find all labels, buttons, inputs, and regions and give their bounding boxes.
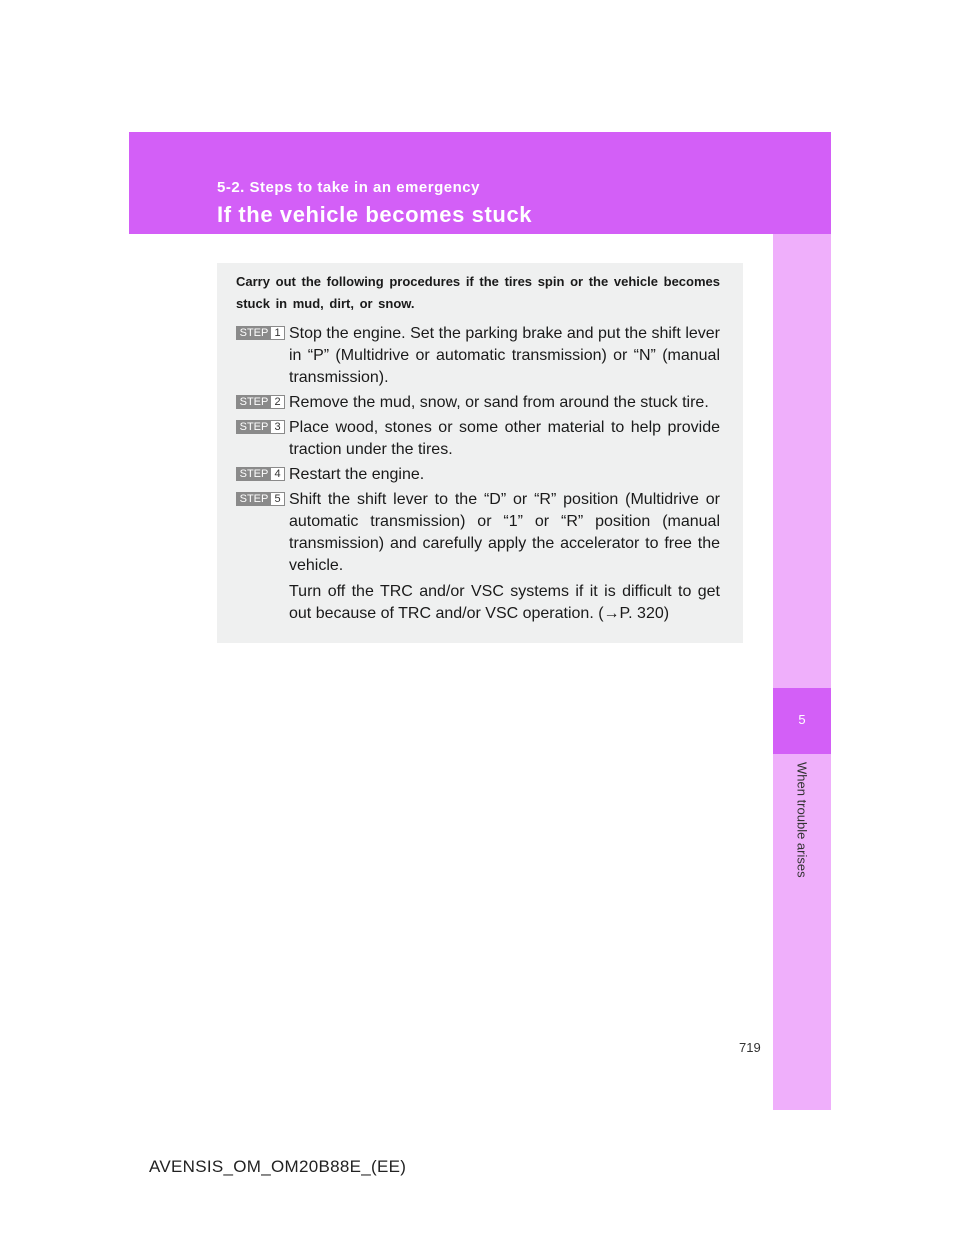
step-badge-label: STEP	[237, 327, 271, 339]
side-strip	[773, 234, 831, 1110]
step-badge-number: 4	[271, 468, 284, 480]
step-text: Shift the shift lever to the “D” or “R” position (Multidrive or automatic transmission) or “1” or “R” position (manual transmission) and carefully apply the accelerator to free the vehicle.	[289, 491, 720, 574]
chapter-number: 5	[798, 712, 806, 727]
step-badge-number: 2	[271, 396, 284, 408]
chapter-title: When trouble arises	[794, 762, 810, 878]
step-badge-number: 1	[271, 327, 284, 339]
document-code: AVENSIS_OM_OM20B88E_(EE)	[149, 1157, 407, 1176]
step-badge-label: STEP	[237, 421, 271, 433]
page-number: 719	[739, 1040, 761, 1055]
step-badge	[236, 420, 285, 434]
step-badge-label: STEP	[237, 396, 271, 408]
step-badge	[236, 492, 285, 506]
step-badge-number: 5	[271, 493, 284, 505]
step-text: Remove the mud, snow, or sand from around the stuck tire.	[289, 394, 709, 411]
step-badge	[236, 467, 285, 481]
step-text: Stop the engine. Set the parking brake and put the shift lever in “P” (Multidrive or automatic transmission) or “N” (manual transmission).	[289, 325, 720, 386]
step-text: Restart the engine.	[289, 466, 425, 483]
step-badge-label: STEP	[237, 493, 271, 505]
step-badge	[236, 326, 285, 340]
step-text: Place wood, stones or some other material to help provide traction under the tires.	[289, 419, 720, 458]
page-title: If the vehicle becomes stuck	[217, 202, 533, 227]
step-2	[236, 392, 720, 414]
header-band	[129, 132, 831, 234]
intro-text: Carry out the following procedures if the tires spin or the vehicle becomes stuck in mud, dirt, or snow.	[236, 274, 720, 311]
step-badge-number: 3	[271, 421, 284, 433]
note-text: Turn off the TRC and/or VSC systems if it is difficult to get out because of TRC and/or VSC operation. (→P. 320)	[289, 583, 720, 622]
section-label: 5-2. Steps to take in an emergency	[217, 179, 480, 196]
step-badge	[236, 395, 285, 409]
step-3	[236, 417, 720, 461]
chapter-tab[interactable]	[773, 688, 831, 754]
step-badge-label: STEP	[237, 468, 271, 480]
step-5	[236, 489, 720, 577]
step-4	[236, 464, 720, 486]
step-1	[236, 323, 720, 389]
procedure-box	[217, 263, 743, 643]
